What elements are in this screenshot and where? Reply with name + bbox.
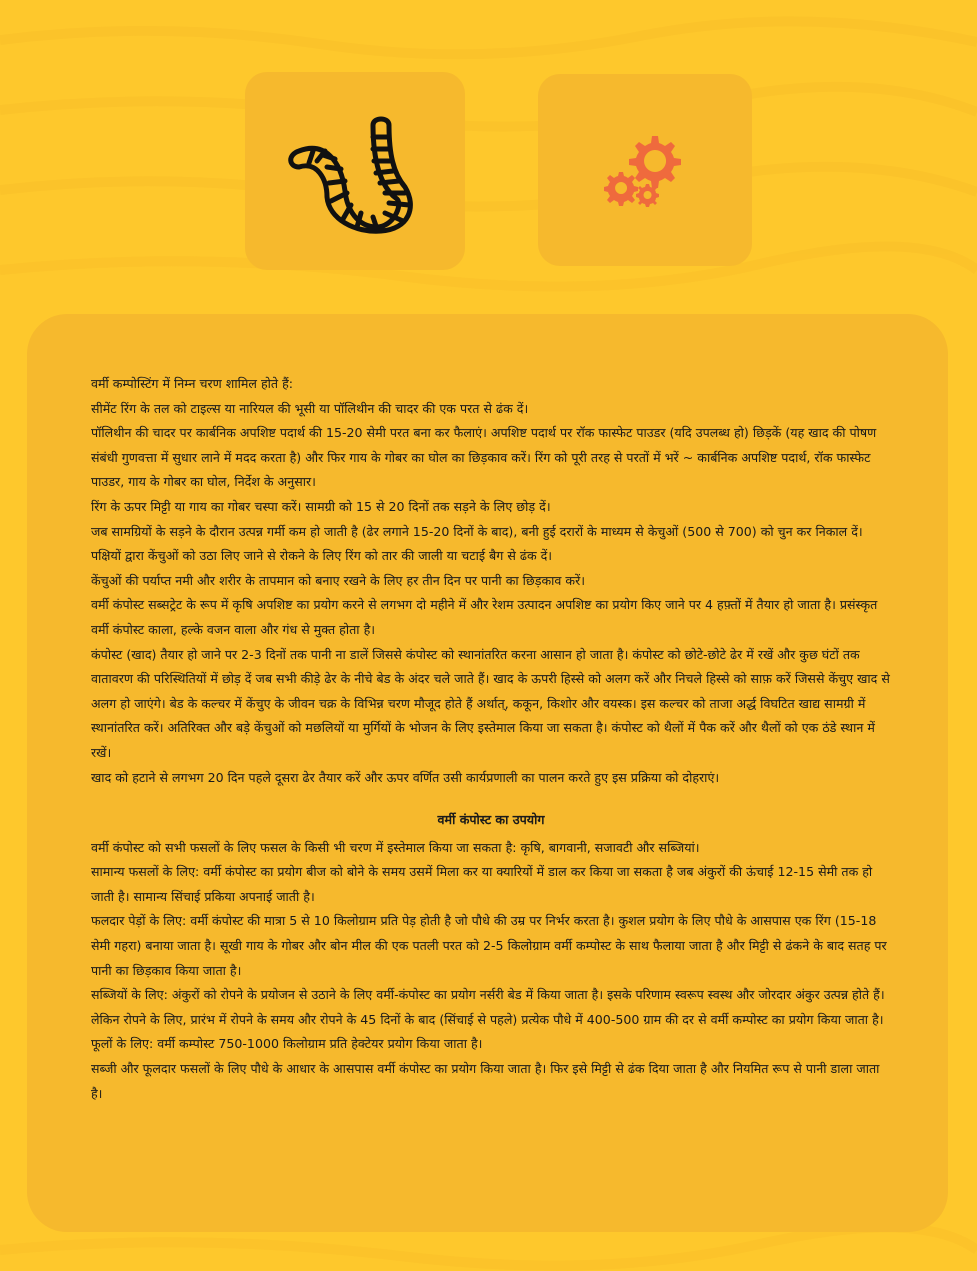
step-item: सीमेंट रिंग के तल को टाइल्स या नारियल की भूसी या पॉलिथीन की चादर की एक परत से ढंक दें। [91, 400, 529, 416]
content-text [91, 372, 891, 1106]
step-item: पॉलिथीन की चादर पर कार्बनिक अपशिष्ट पदार्थ की 15-20 सेमी परत बना कर फैलाएं। अपशिष्ट पदार्थ पर रॉक फास्फेट पाउडर (यदि उपलब्ध हो) छिड़कें (यह खाद की पोषण संबंधी गुणवत्ता में सुधार लाने में मदद करता है) और फिर गाय के गोबर का घोल का छिड़काव करें। रिंग को पूरी तरह से परतों में भरें ~ कार्बनिक अपशिष्ट पदार्थ, रॉक फास्फेट पाउडर, गाय के गोबर का घोल, निर्देश के अनुसार। [91, 425, 877, 490]
step-item: खाद को हटाने से लगभग 20 दिन पहले दूसरा ढेर तैयार करें और ऊपर वर्णित उसी कार्यप्रणाली का पालन करते हुए इस प्रक्रिया को दोहराएं। [91, 769, 720, 785]
step-item: कंपोस्ट (खाद) तैयार हो जाने पर 2-3 दिनों तक पानी ना डालें जिससे कंपोस्ट को स्थानांतरित करना आसान हो जाता है। कंपोस्ट को छोटे-छोटे ढेर में रखें और कुछ घंटों तक वातावरण की परिस्थितियों में छोड़ दें जब सभी कीड़े ढेर के नीचे बेड के अंदर चले जाते हैं। खाद के ऊपरी हिस्से को अलग करें और निचले हिस्से को साफ़ करें जिससे केंचुए खाद से अलग हो जाएंगे। बेड के कल्चर में केंचुए के जीवन चक्र के विभिन्न चरण मौजूद होते हैं अर्थात्, ककून, किशोर और वयस्क। इस कल्चर को ताजा अर्द्ध विघटित खाद्य सामग्री में स्थानांतरित करें। अतिरिक्त और बड़े केंचुओं को मछलियों या मुर्गियों के भोजन के लिए इस्तेमाल किया जा सकता है। कंपोस्ट को थैलों में पैक करें और थैलों को एक ठंडे स्थान में रखें। [91, 646, 890, 760]
intro-text: वर्मी कम्पोस्टिंग में निम्न चरण शामिल होते हैं: [91, 376, 294, 391]
worm-icon [285, 109, 425, 234]
gears-icon [600, 130, 690, 210]
uses-heading: वर्मी कंपोस्ट का उपयोग [437, 812, 545, 828]
step-item: केंचुओं की पर्याप्त नमी और शरीर के तापमान को बनाए रखने के लिए हर तीन दिन पर पानी का छिड़काव करें। [91, 572, 585, 588]
use-item: वर्मी कंपोस्ट को सभी फसलों के लिए फसल के किसी भी चरण में इस्तेमाल किया जा सकता है: कृषि, बागवानी, सजावटी और सब्जियां। [91, 839, 700, 855]
step-item: जब सामग्रियों के सड़ने के दौरान उत्पन्न गर्मी कम हो जाती है (ढेर लगाने 15-20 दिनों के बाद), बनी हुई दरारों के माध्यम से केचुओं (500 से 700) को चुन कर निकाल दें।पक्षियों द्वारा केंचुओं को उठा लिए जाने से रोकने के लिए रिंग को तार की जाली या चटाई बैग से ढंक दें। [91, 523, 863, 564]
use-item: सब्जी और फूलदार फसलों के लिए पौधे के आधार के आसपास वर्मी कंपोस्ट का प्रयोग किया जाता है। फिर इसे मिट्टी से ढंक दिया जाता है और नियमित रूप से पानी डाला जाता है। [91, 1061, 880, 1101]
gears-icon-card [538, 74, 752, 266]
use-item: फलदार पेड़ों के लिए: वर्मी कंपोस्ट की मात्रा 5 से 10 किलोग्राम प्रति पेड़ होती है जो पौधे की उम्र पर निर्भर करता है। कुशल प्रयोग के लिए पौधे के आसपास एक रिंग (15-18 सेमी गहरा) बनाया जाता है। सूखी गाय के गोबर और बोन मील की एक पतली परत को 2-5 किलोग्राम वर्मी कम्पोस्ट के साथ फैलाया जाता है और मिट्टी से ढंकने के बाद सतह पर पानी का छिड़काव किया जाता है। [91, 913, 887, 978]
step-item: वर्मी कंपोस्ट सब्सट्रेट के रूप में कृषि अपशिष्ट का प्रयोग करने से लगभग दो महीने में और रेशम उत्पादन अपशिष्ट का प्रयोग किए जाने पर 4 हफ़्तों में तैयार हो जाता है। प्रसंस्कृत वर्मी कंपोस्ट काला, हल्के वजन वाला और गंध से मुक्त होता है। [91, 597, 878, 637]
worm-icon-card [245, 72, 465, 270]
use-item: सब्जियों के लिए: अंकुरों को रोपने के प्रयोजन से उठाने के लिए वर्मी-कंपोस्ट का प्रयोग नर्सरी बेड में किया जाता है। इसके परिणाम स्वरूप स्वस्थ और जोरदार अंकुर उत्पन्न होते हैं। लेकिन रोपने के लिए, प्रारंभ में रोपने के समय और रोपने के 45 दिनों के बाद (सिंचाई से पहले) प्रत्येक पौधे में 400-500 ग्राम की दर से वर्मी कम्पोस्ट का प्रयोग किया जाता है। [91, 987, 885, 1027]
use-item: फूलों के लिए: वर्मी कम्पोस्ट 750-1000 किलोग्राम प्रति हेक्टेयर प्रयोग किया जाता है। [91, 1036, 483, 1052]
step-item: रिंग के ऊपर मिट्टी या गाय का गोबर चस्पा करें। सामग्री को 15 से 20 दिनों तक सड़ने के लिए छोड़ दें। [91, 498, 551, 514]
use-item: सामान्य फसलों के लिए: वर्मी कंपोस्ट का प्रयोग बीज को बोने के समय उसमें मिला कर या क्यारियों में डाल कर किया जा सकता है जब अंकुरों की ऊंचाई 12-15 सेमी तक हो जाती है। सामान्य सिंचाई प्रकिया अपनाई जाती है। [91, 864, 873, 904]
